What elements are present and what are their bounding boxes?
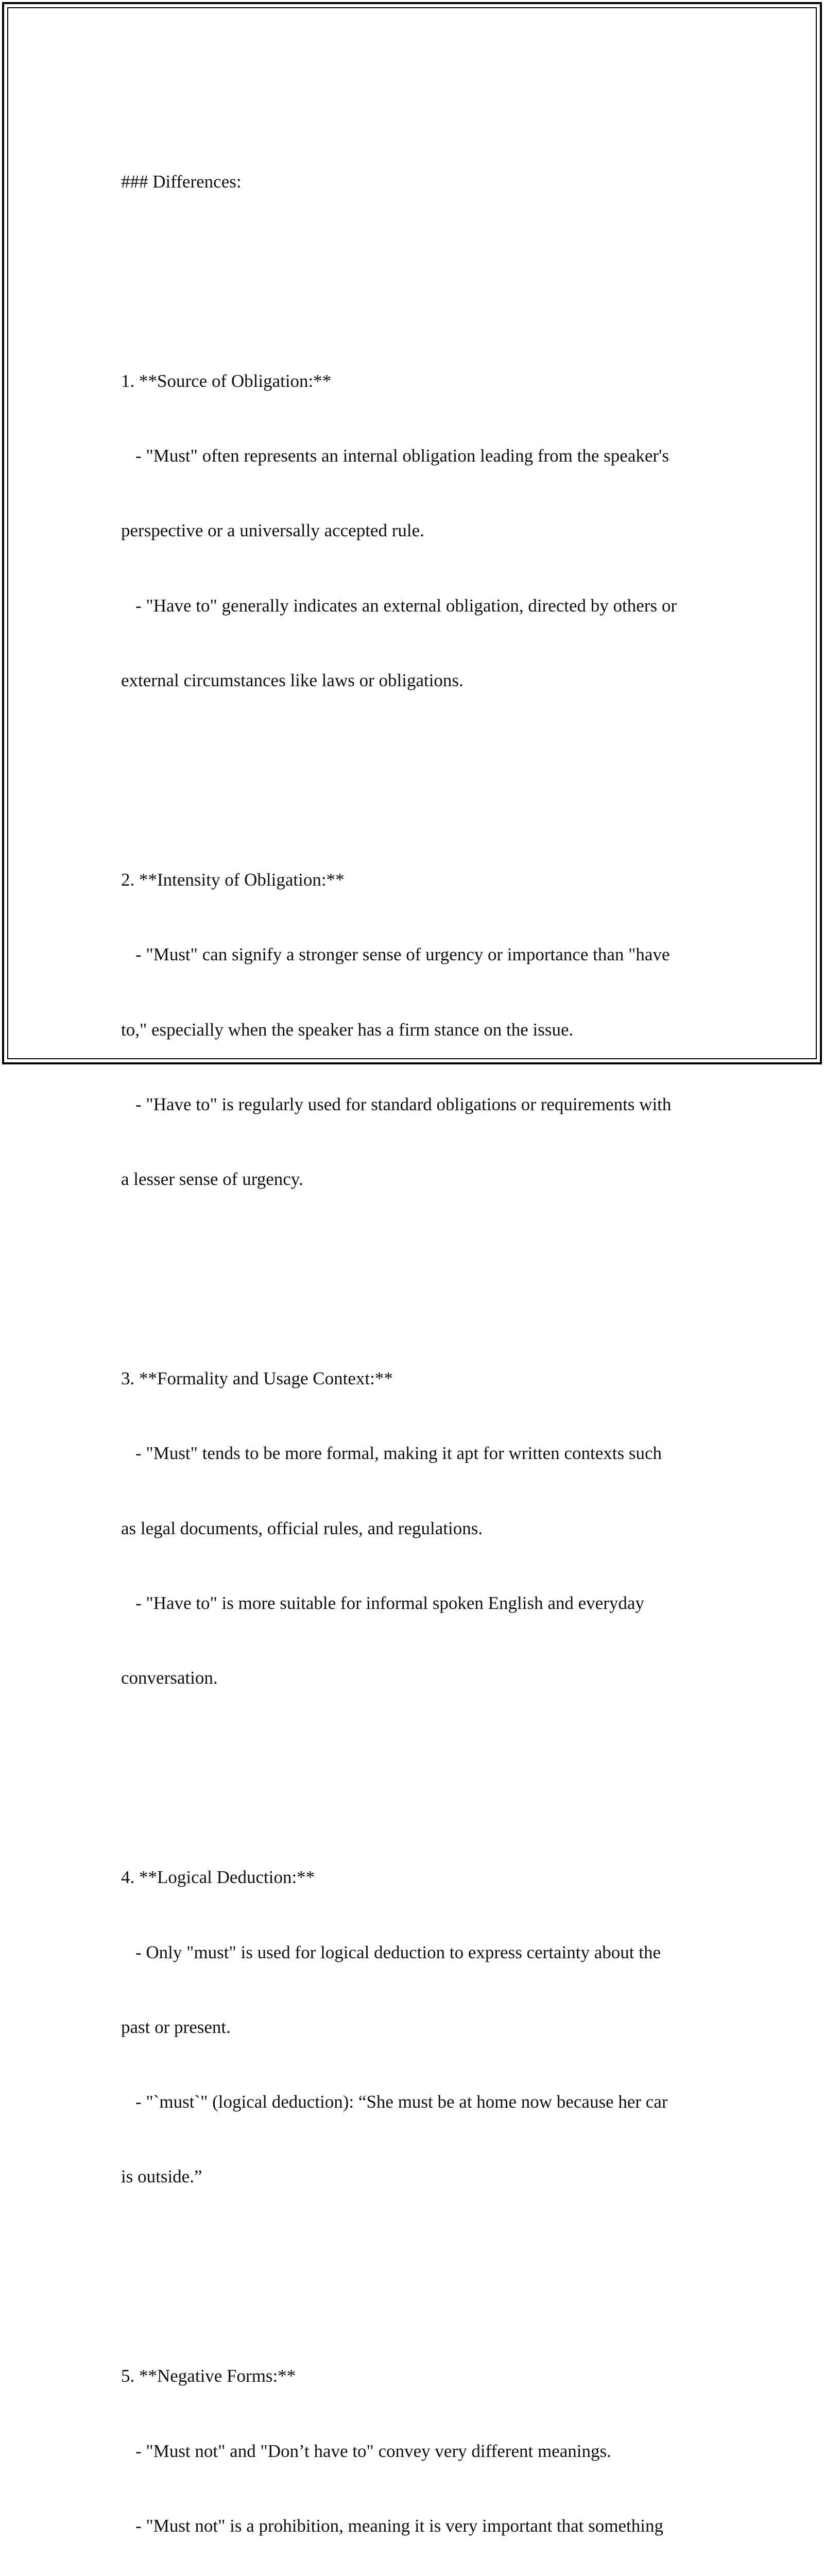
paragraph-line <box>121 1940 708 1965</box>
paragraph-text: - "Must" tends to be more formal, making it apt for written contexts such <box>135 1443 662 1464</box>
paragraph-line: a lesser sense of urgency. <box>121 1169 303 1190</box>
paragraph-line: past or present. <box>121 2016 231 2037</box>
section-title: 3. **Formality and Usage Context:** <box>121 1368 393 1389</box>
document-body <box>121 120 708 2576</box>
paragraph-text: - "Must" often represents an internal obligation leading from the speaker's <box>135 446 669 466</box>
section-title: 1. **Source of Obligation:** <box>121 371 332 392</box>
paragraph-line <box>121 942 708 967</box>
paragraph-line: as legal documents, official rules, and regulations. <box>121 1518 483 1538</box>
paragraph-line: is outside.” <box>121 2166 202 2187</box>
paragraph-text: - "`must`" (logical deduction): “She must be at home now because her car <box>135 2092 668 2112</box>
section-title: 4. **Logical Deduction:** <box>121 1867 315 1888</box>
paragraph-line: to," especially when the speaker has a firm stance on the issue. <box>121 1019 574 1040</box>
paragraph-line <box>121 1441 708 1466</box>
paragraph-line <box>121 1591 708 1616</box>
section-title: 2. **Intensity of Obligation:** <box>121 870 345 890</box>
paragraph-line <box>121 444 708 468</box>
paragraph-text: - "Have to" is more suitable for informal spoken English and everyday <box>135 1592 644 1613</box>
paragraph-line: external circumstances like laws or obligations. <box>121 670 464 690</box>
paragraph-text: - "Must" can signify a stronger sense of urgency or importance than "have <box>135 944 670 965</box>
spacer <box>121 244 708 269</box>
paragraph-line <box>121 594 708 618</box>
spacer <box>121 1242 708 1266</box>
spacer <box>121 743 708 768</box>
spacer <box>121 2239 708 2264</box>
paragraph-line <box>121 1092 708 1117</box>
paragraph-text: - "Have to" generally indicates an external obligation, directed by others or <box>135 595 677 616</box>
paragraph-text: - "Must not" is a prohibition, meaning it is very important that something <box>135 2515 663 2536</box>
paragraph-line: perspective or a universally accepted rule. <box>121 520 424 541</box>
paragraph-text: - "Must not" and "Don’t have to" convey very different meanings. <box>135 2441 611 2461</box>
spacer <box>121 1740 708 1765</box>
paragraph-line <box>121 2514 708 2538</box>
section-title: 5. **Negative Forms:** <box>121 2366 296 2386</box>
paragraph-line <box>121 2090 708 2114</box>
paragraph-line: conversation. <box>121 1668 218 1688</box>
paragraph-text: - Only "must" is used for logical deduction to express certainty about the <box>135 1942 661 1962</box>
document-heading: ### Differences: <box>121 171 242 192</box>
paragraph-text: - "Have to" is regularly used for standard obligations or requirements with <box>135 1094 672 1114</box>
paragraph-line <box>121 2439 708 2464</box>
